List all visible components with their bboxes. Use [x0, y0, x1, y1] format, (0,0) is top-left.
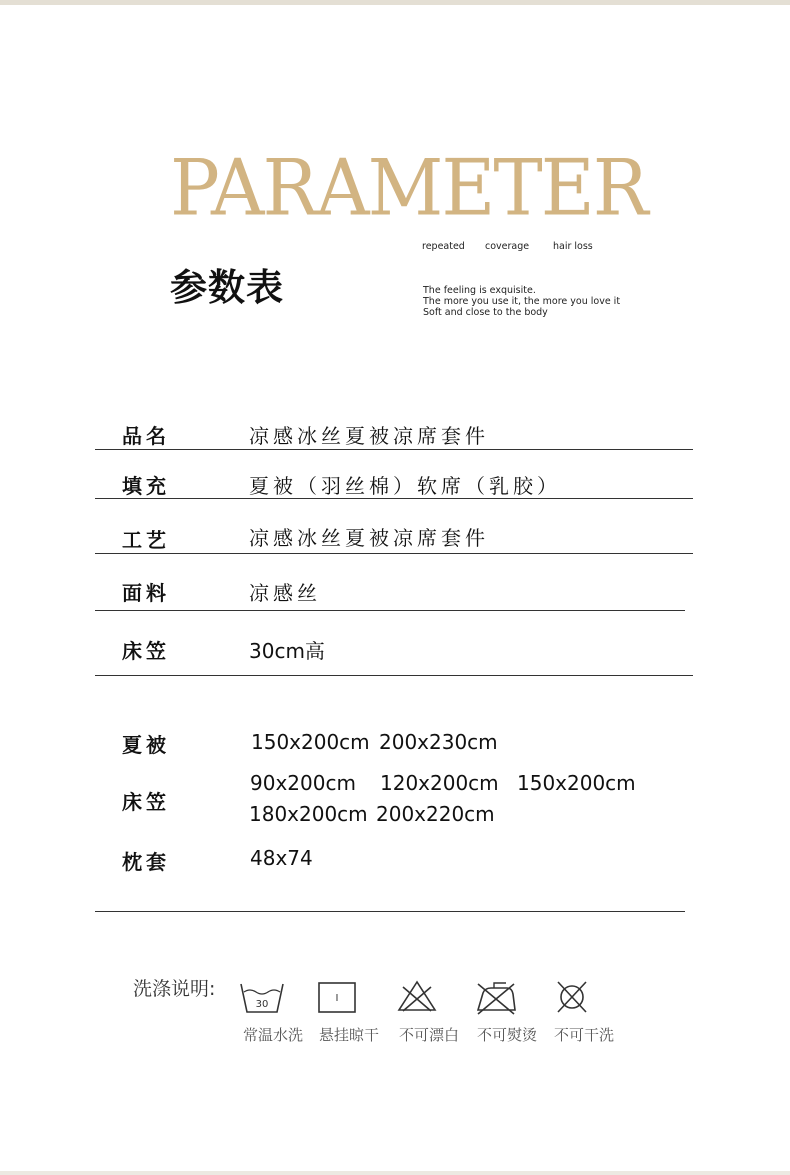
care-item-hang-dry [316, 978, 386, 1048]
size-label-summer-quilt: 夏被 [122, 733, 170, 757]
param-value-craft: 凉感冰丝夏被凉席套件 [249, 526, 489, 550]
no-bleach-icon [396, 978, 444, 1018]
care-item-wash [238, 978, 308, 1048]
hang-dry-text: I [335, 993, 339, 1004]
care-item-no-bleach [396, 978, 466, 1048]
param-value-fabric: 凉感丝 [249, 581, 321, 605]
param-label-craft: 工艺 [122, 528, 170, 552]
size-value: 180x200cm [249, 802, 368, 826]
size-label-fitted-sheet: 床笠 [122, 790, 170, 814]
size-value: 200x230cm [379, 730, 498, 754]
care-item-no-dry-clean [553, 978, 623, 1048]
no-dry-clean-icon [553, 978, 601, 1018]
care-label: 不可漂白 [398, 1026, 459, 1044]
care-item-no-iron [474, 978, 544, 1048]
param-value-name: 凉感冰丝夏被凉席套件 [249, 424, 489, 448]
page-title-cn: 参数表 [170, 265, 284, 309]
param-label-fabric: 面料 [122, 581, 170, 605]
tagline [423, 285, 620, 318]
tagline-line: The feeling is exquisite. [423, 285, 536, 296]
table-rule [95, 675, 693, 676]
hang-dry-icon [316, 978, 364, 1018]
wash-temp-text: 30 [255, 999, 269, 1010]
size-value: 200x220cm [376, 802, 495, 826]
table-rule [95, 449, 693, 450]
top-band [0, 0, 790, 5]
param-label-name: 品名 [122, 424, 170, 448]
size-label-pillowcase: 枕套 [122, 850, 170, 874]
tag-list [422, 241, 622, 255]
care-heading: 洗涤说明: [133, 978, 216, 1000]
table-rule [95, 610, 685, 611]
size-value: 120x200cm [380, 771, 499, 795]
size-value: 150x200cm [251, 730, 370, 754]
tag-hair-loss: hair loss [553, 241, 593, 252]
size-value: 150x200cm [517, 771, 636, 795]
param-label-fitted-sheet: 床笠 [122, 639, 170, 663]
size-value: 90x200cm [250, 771, 356, 795]
table-rule [95, 553, 693, 554]
care-label: 悬挂晾干 [318, 1026, 379, 1044]
bottom-band [0, 1171, 790, 1175]
table-rule [95, 498, 693, 499]
table-rule [95, 911, 685, 912]
no-iron-icon [474, 978, 522, 1018]
care-label: 常温水洗 [242, 1026, 303, 1044]
tagline-line: Soft and close to the body [423, 307, 548, 318]
care-label: 不可熨烫 [476, 1026, 537, 1044]
param-value-filling: 夏被（羽丝棉）软席（乳胶） [249, 474, 561, 498]
tag-coverage: coverage [485, 241, 530, 252]
param-value-fitted-sheet: 30cm高 [249, 639, 325, 663]
size-value: 48x74 [250, 846, 313, 870]
wash-30-icon [238, 978, 286, 1018]
care-label: 不可干洗 [553, 1026, 614, 1044]
tag-repeated: repeated [422, 241, 465, 252]
tagline-line: The more you use it, the more you love it [423, 296, 621, 307]
param-label-filling: 填充 [122, 474, 170, 498]
page-title-en: PARAMETER [170, 142, 647, 234]
